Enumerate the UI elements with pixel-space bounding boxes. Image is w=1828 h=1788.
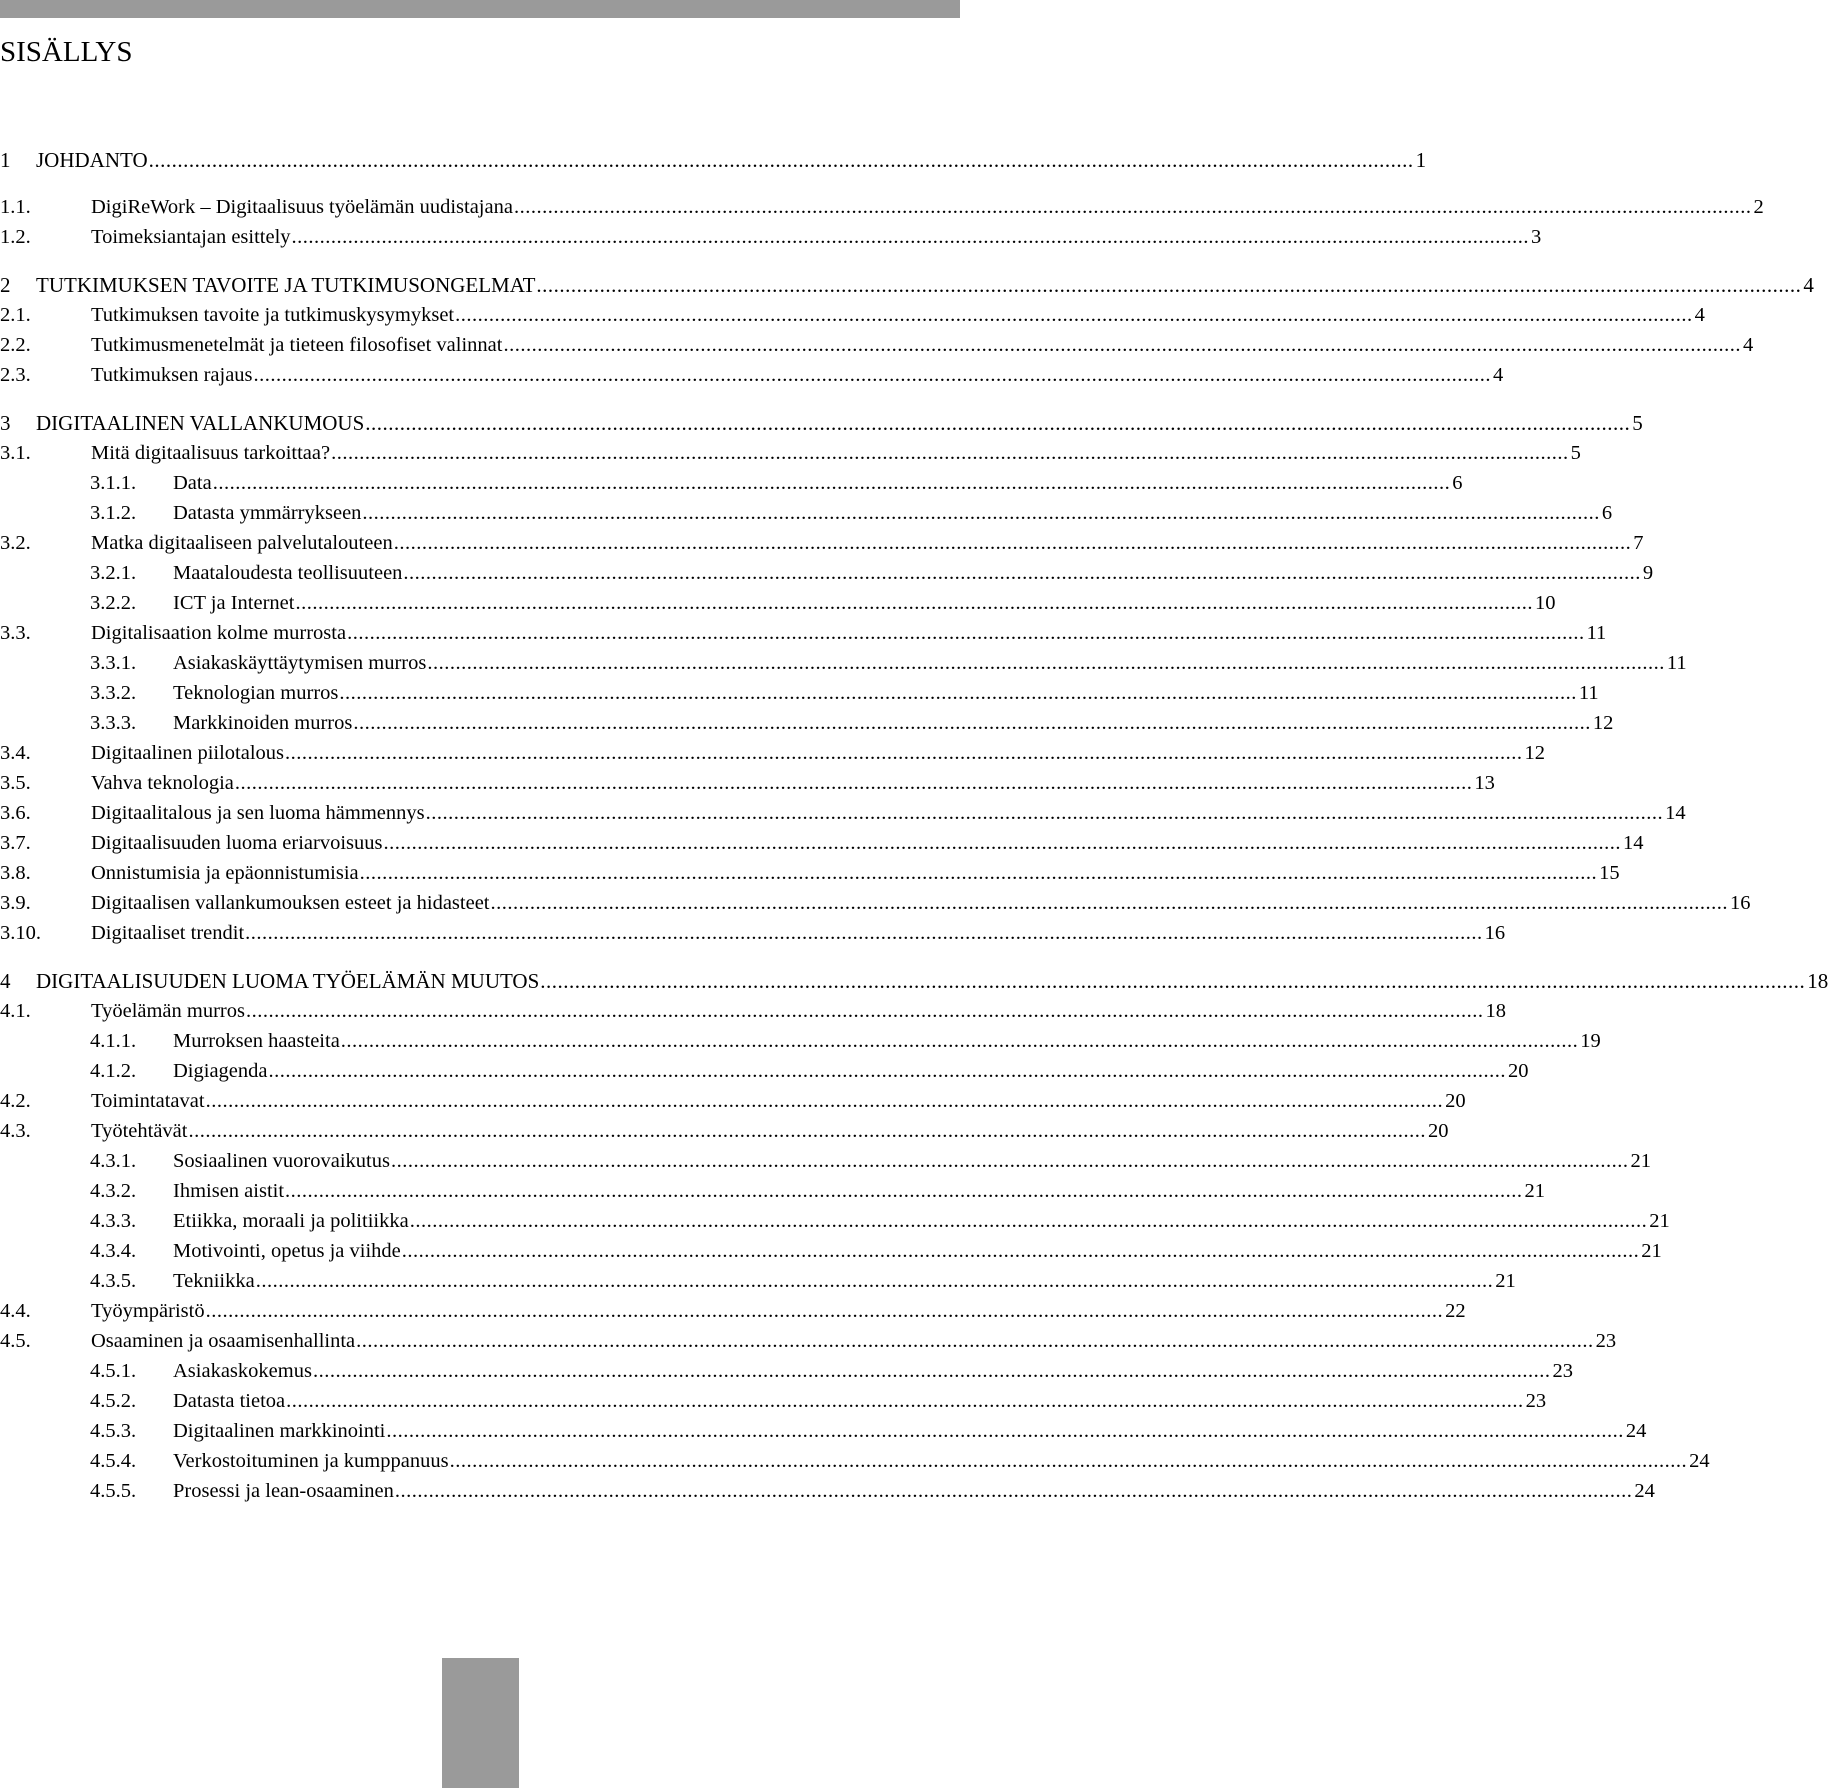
toc-entry-title: DIGITAALINEN VALLANKUMOUS bbox=[36, 411, 365, 435]
toc-dot-leader: ............................................................................................................................................................................................................................ bbox=[268, 1060, 1506, 1082]
toc-entry-page: 16 bbox=[1730, 892, 1751, 914]
toc-entry[interactable] bbox=[0, 438, 1581, 468]
toc-entry-title: DIGITAALISUUDEN LUOMA TYÖELÄMÄN MUUTOS bbox=[36, 969, 540, 993]
toc-entry-title: Data bbox=[173, 472, 212, 494]
toc-dot-leader: ............................................................................................................................................................................................................................ bbox=[386, 1420, 1624, 1442]
toc-entry-title: Teknologian murros bbox=[173, 682, 339, 704]
toc-dot-leader: ............................................................................................................................................................................................................................ bbox=[393, 532, 1632, 554]
toc-dot-leader: ............................................................................................................................................................................................................................ bbox=[285, 1180, 1523, 1202]
toc-entry[interactable] bbox=[0, 192, 1764, 222]
toc-dot-leader: ............................................................................................................................................................................................................................ bbox=[295, 592, 1533, 614]
toc-entry-number: 4.3.4. bbox=[90, 1240, 137, 1262]
toc-entry[interactable] bbox=[90, 678, 1599, 708]
toc-entry-title: Tutkimuksen rajaus bbox=[91, 364, 253, 386]
toc-entry-number: 2 bbox=[0, 273, 11, 297]
toc-entry-title: Datasta ymmärrykseen bbox=[173, 502, 362, 524]
toc-dot-leader: ............................................................................................................................................................................................................................ bbox=[356, 1330, 1594, 1352]
toc-entry-page: 13 bbox=[1474, 772, 1495, 794]
toc-entry[interactable] bbox=[0, 996, 1506, 1026]
toc-dot-leader: ............................................................................................................................................................................................................................ bbox=[188, 1120, 1426, 1142]
toc-entry-title: Asiakaskäyttäytymisen murros bbox=[173, 652, 427, 674]
toc-dot-leader: ............................................................................................................................................................................................................................ bbox=[390, 1150, 1629, 1172]
toc-title: SISÄLLYS bbox=[0, 36, 133, 68]
toc-entry-number: 3.1.2. bbox=[90, 502, 137, 524]
toc-dot-leader: ............................................................................................................................................................................................................................ bbox=[285, 742, 1523, 764]
toc-dot-leader: ............................................................................................................................................................................................................................ bbox=[383, 832, 1621, 854]
toc-entry-title: Sosiaalinen vuorovaikutus bbox=[173, 1150, 390, 1172]
top-rule bbox=[0, 0, 960, 18]
toc-entry-title: Motivointi, opetus ja viihde bbox=[173, 1240, 401, 1262]
toc-entry-page: 18 bbox=[1485, 1000, 1506, 1022]
toc-dot-leader: ............................................................................................................................................................................................................................ bbox=[347, 622, 1585, 644]
toc-entry[interactable] bbox=[0, 858, 1620, 888]
toc-entry-number: 1.1. bbox=[0, 196, 31, 218]
toc-entry-page: 7 bbox=[1633, 532, 1644, 554]
toc-entry-title: TUTKIMUKSEN TAVOITE JA TUTKIMUSONGELMAT bbox=[36, 273, 536, 297]
toc-entry-number: 3.5. bbox=[0, 772, 31, 794]
toc-dot-leader: ............................................................................................................................................................................................................................ bbox=[362, 502, 1600, 524]
toc-entry-page: 3 bbox=[1531, 226, 1542, 248]
toc-entry[interactable] bbox=[0, 966, 1828, 996]
toc-entry-page: 16 bbox=[1484, 922, 1506, 944]
toc-entry-page: 23 bbox=[1552, 1360, 1573, 1382]
toc-dot-leader: ............................................................................................................................................................................................................................ bbox=[148, 148, 1414, 172]
toc-entry-title: Digiagenda bbox=[173, 1060, 268, 1082]
toc-entry[interactable] bbox=[0, 618, 1607, 648]
toc-entry[interactable] bbox=[0, 768, 1495, 798]
toc-entry-page: 23 bbox=[1525, 1390, 1547, 1412]
toc-entry-title: Vahva teknologia bbox=[91, 772, 234, 794]
toc-entry-page: 6 bbox=[1601, 502, 1613, 524]
toc-entry[interactable] bbox=[90, 468, 1463, 498]
toc-entry-number: 2.3. bbox=[0, 364, 31, 386]
toc-entry[interactable] bbox=[0, 360, 1504, 390]
toc-dot-leader: ............................................................................................................................................................................................................................ bbox=[245, 922, 1483, 944]
toc-entry[interactable] bbox=[0, 528, 1644, 558]
toc-dot-leader: ............................................................................................................................................................................................................................ bbox=[503, 334, 1741, 356]
toc-entry-title: Asiakaskokemus bbox=[173, 1360, 312, 1382]
toc-dot-leader: ............................................................................................................................................................................................................................ bbox=[540, 969, 1806, 993]
toc-entry-page: 22 bbox=[1445, 1300, 1466, 1322]
toc-entry-number: 1 bbox=[0, 148, 11, 172]
toc-entry-number: 4.5.5. bbox=[90, 1480, 137, 1502]
toc-entry[interactable] bbox=[0, 828, 1644, 858]
toc-entry[interactable] bbox=[0, 1326, 1617, 1356]
toc-entry-title: Toimeksiantajan esittely bbox=[91, 226, 291, 248]
toc-dot-leader: ............................................................................................................................................................................................................................ bbox=[291, 226, 1530, 248]
toc-entry-page: 23 bbox=[1595, 1330, 1617, 1352]
toc-dot-leader: ............................................................................................................................................................................................................................ bbox=[212, 472, 1451, 494]
toc-entry-title: Verkostoituminen ja kumppanuus bbox=[173, 1450, 449, 1472]
toc-entry-page: 6 bbox=[1452, 472, 1463, 494]
toc-entry-number: 1.2. bbox=[0, 226, 31, 248]
toc-entry-title: Markkinoiden murros bbox=[173, 712, 353, 734]
toc-entry[interactable] bbox=[90, 1146, 1651, 1176]
toc-entry-page: 10 bbox=[1534, 592, 1556, 614]
toc-entry[interactable] bbox=[0, 330, 1754, 360]
toc-entry-number: 4.3.1. bbox=[90, 1150, 137, 1172]
toc-entry-number: 4.1. bbox=[0, 1000, 31, 1022]
toc-entry-page: 4 bbox=[1742, 334, 1754, 356]
toc-entry[interactable] bbox=[90, 1266, 1516, 1296]
toc-entry-number: 4.3.3. bbox=[90, 1210, 137, 1232]
toc-entry[interactable] bbox=[0, 408, 1643, 438]
toc-dot-leader: ............................................................................................................................................................................................................................ bbox=[394, 1480, 1633, 1502]
toc-entry-title: Tutkimuksen tavoite ja tutkimuskysymykset bbox=[91, 304, 455, 326]
toc-entry-title: Osaaminen ja osaamisenhallinta bbox=[91, 1330, 356, 1352]
toc-dot-leader: ............................................................................................................................................................................................................................ bbox=[353, 712, 1591, 734]
toc-entry-title: Mitä digitaalisuus tarkoittaa? bbox=[91, 442, 331, 464]
toc-entry[interactable] bbox=[0, 1116, 1449, 1146]
toc-entry-number: 4.5.4. bbox=[90, 1450, 137, 1472]
toc-entry-title: Datasta tietoa bbox=[173, 1390, 286, 1412]
toc-entry[interactable] bbox=[90, 708, 1614, 738]
toc-entry[interactable] bbox=[90, 1356, 1573, 1386]
toc-entry-number: 3.10. bbox=[0, 922, 41, 944]
toc-entry-number: 4.5.3. bbox=[90, 1420, 137, 1442]
toc-entry-page: 18 bbox=[1807, 969, 1828, 993]
toc-dot-leader: ............................................................................................................................................................................................................................ bbox=[401, 1240, 1640, 1262]
toc-entry[interactable] bbox=[0, 1296, 1466, 1326]
toc-entry[interactable] bbox=[0, 1086, 1466, 1116]
toc-entry-page: 2 bbox=[1753, 196, 1764, 218]
toc-entry-number: 4.3.5. bbox=[90, 1270, 137, 1292]
toc-entry-number: 3.3.2. bbox=[90, 682, 137, 704]
toc-dot-leader: ............................................................................................................................................................................................................................ bbox=[253, 364, 1492, 386]
toc-entry-page: 11 bbox=[1666, 652, 1687, 674]
toc-entry-number: 3.2.1. bbox=[90, 562, 137, 584]
toc-entry-number: 2.1. bbox=[0, 304, 31, 326]
toc-entry-title: Murroksen haasteita bbox=[173, 1030, 340, 1052]
toc-entry-number: 3.3. bbox=[0, 622, 31, 644]
toc-entry-title: Ihmisen aistit bbox=[173, 1180, 285, 1202]
toc-entry-page: 5 bbox=[1632, 411, 1643, 435]
toc-entry-title: Matka digitaaliseen palvelutalouteen bbox=[91, 532, 393, 554]
toc-dot-leader: ............................................................................................................................................................................................................................ bbox=[536, 273, 1802, 297]
toc-entry[interactable] bbox=[0, 738, 1546, 768]
toc-entry-number: 3.8. bbox=[0, 862, 31, 884]
toc-entry-number: 4.5.1. bbox=[90, 1360, 137, 1382]
toc-entry-page: 24 bbox=[1625, 1420, 1647, 1442]
toc-entry[interactable] bbox=[90, 558, 1654, 588]
toc-entry-title: Digitaalitalous ja sen luoma hämmennys bbox=[91, 802, 425, 824]
toc-entry-number: 3 bbox=[0, 411, 11, 435]
toc-entry-page: 20 bbox=[1508, 1060, 1529, 1082]
toc-entry-page: 14 bbox=[1623, 832, 1644, 854]
toc-entry-number: 3.7. bbox=[0, 832, 31, 854]
toc-entry-title: Digitaalinen markkinointi bbox=[173, 1420, 386, 1442]
toc-dot-leader: ............................................................................................................................................................................................................................ bbox=[490, 892, 1728, 914]
toc-dot-leader: ............................................................................................................................................................................................................................ bbox=[331, 442, 1569, 464]
toc-entry[interactable] bbox=[0, 888, 1751, 918]
toc-entry-page: 5 bbox=[1570, 442, 1581, 464]
toc-entry-page: 19 bbox=[1580, 1030, 1601, 1052]
toc-dot-leader: ............................................................................................................................................................................................................................ bbox=[359, 862, 1598, 884]
toc-entry-number: 3.3.3. bbox=[90, 712, 137, 734]
toc-entry-title: Prosessi ja lean-osaaminen bbox=[173, 1480, 394, 1502]
toc-entry[interactable] bbox=[90, 1386, 1547, 1416]
toc-entry-title: DigiReWork – Digitaalisuus työelämän uudistajana bbox=[91, 196, 513, 218]
toc-entry-title: Tutkimusmenetelmät ja tieteen filosofiset valinnat bbox=[91, 334, 503, 356]
toc-entry[interactable] bbox=[90, 1236, 1662, 1266]
toc-dot-leader: ............................................................................................................................................................................................................................ bbox=[403, 562, 1641, 584]
toc-entry-title: Digitaaliset trendit bbox=[91, 922, 245, 944]
toc-entry-title: Toimintatavat bbox=[91, 1090, 205, 1112]
toc-entry-page: 21 bbox=[1641, 1240, 1662, 1262]
toc-entry[interactable] bbox=[90, 1476, 1655, 1506]
toc-entry-page: 11 bbox=[1578, 682, 1599, 704]
toc-entry-page: 9 bbox=[1642, 562, 1654, 584]
toc-entry-page: 24 bbox=[1634, 1480, 1655, 1502]
toc-entry-number: 3.2. bbox=[0, 532, 31, 554]
toc-entry-page: 21 bbox=[1524, 1180, 1546, 1202]
toc-entry-title: Digitalisaation kolme murrosta bbox=[91, 622, 347, 644]
toc-entry-title: ICT ja Internet bbox=[173, 592, 295, 614]
toc-entry-title: Etiikka, moraali ja politiikka bbox=[173, 1210, 409, 1232]
toc-entry-page: 12 bbox=[1592, 712, 1614, 734]
toc-entry[interactable] bbox=[90, 588, 1556, 618]
toc-entry-page: 11 bbox=[1586, 622, 1607, 644]
toc-entry-page: 12 bbox=[1524, 742, 1546, 764]
toc-entry-number: 3.2.2. bbox=[90, 592, 137, 614]
toc-entry-number: 4.5.2. bbox=[90, 1390, 137, 1412]
toc-dot-leader: ............................................................................................................................................................................................................................ bbox=[449, 1450, 1688, 1472]
toc-entry-page: 4 bbox=[1803, 273, 1814, 297]
toc-entry-title: Työympäristö bbox=[91, 1300, 205, 1322]
toc-entry-page: 4 bbox=[1694, 304, 1705, 326]
toc-entry-title: JOHDANTO bbox=[36, 148, 148, 172]
toc-entry-page: 4 bbox=[1493, 364, 1504, 386]
toc-dot-leader: ............................................................................................................................................................................................................................ bbox=[286, 1390, 1524, 1412]
toc-entry-page: 20 bbox=[1427, 1120, 1449, 1142]
toc-entry-number: 3.1.1. bbox=[90, 472, 137, 494]
toc-entry-number: 4.4. bbox=[0, 1300, 31, 1322]
toc-entry-page: 21 bbox=[1495, 1270, 1516, 1292]
toc-dot-leader: ............................................................................................................................................................................................................................ bbox=[205, 1090, 1444, 1112]
toc-entry-page: 1 bbox=[1415, 148, 1427, 172]
toc-dot-leader: ............................................................................................................................................................................................................................ bbox=[409, 1210, 1648, 1232]
toc-entry-number: 2.2. bbox=[0, 334, 31, 356]
toc-entry[interactable] bbox=[90, 1446, 1710, 1476]
toc-entry-page: 15 bbox=[1599, 862, 1620, 884]
toc-entry-number: 4.1.2. bbox=[90, 1060, 137, 1082]
toc-entry-title: Tekniikka bbox=[173, 1270, 255, 1292]
toc-entry[interactable] bbox=[0, 300, 1705, 330]
toc-entry[interactable] bbox=[90, 648, 1687, 678]
toc-entry-title: Digitaalinen piilotalous bbox=[91, 742, 285, 764]
toc-entry-number: 3.1. bbox=[0, 442, 31, 464]
toc-entry-title: Työelämän murros bbox=[91, 1000, 245, 1022]
toc-entry-number: 4 bbox=[0, 969, 11, 993]
toc-entry-title: Digitaalisen vallankumouksen esteet ja hidasteet bbox=[91, 892, 490, 914]
toc-dot-leader: ............................................................................................................................................................................................................................ bbox=[513, 196, 1752, 218]
toc-dot-leader: ............................................................................................................................................................................................................................ bbox=[339, 682, 1577, 704]
toc-dot-leader: ............................................................................................................................................................................................................................ bbox=[425, 802, 1664, 824]
toc-entry-page: 20 bbox=[1445, 1090, 1466, 1112]
toc-dot-leader: ............................................................................................................................................................................................................................ bbox=[234, 772, 1473, 794]
toc-dot-leader: ............................................................................................................................................................................................................................ bbox=[245, 1000, 1484, 1022]
toc-entry-page: 24 bbox=[1689, 1450, 1710, 1472]
toc-entry-title: Työtehtävät bbox=[91, 1120, 188, 1142]
toc-entry[interactable] bbox=[0, 270, 1814, 300]
toc-dot-leader: ............................................................................................................................................................................................................................ bbox=[255, 1270, 1494, 1292]
toc-entry[interactable] bbox=[0, 918, 1506, 948]
toc-dot-leader: ............................................................................................................................................................................................................................ bbox=[205, 1300, 1444, 1322]
toc-entry-number: 3.3.1. bbox=[90, 652, 137, 674]
toc-entry[interactable] bbox=[90, 1026, 1601, 1056]
toc-dot-leader: ............................................................................................................................................................................................................................ bbox=[340, 1030, 1579, 1052]
toc-dot-leader: ............................................................................................................................................................................................................................ bbox=[455, 304, 1693, 326]
toc-entry[interactable] bbox=[90, 1206, 1670, 1236]
toc-entry[interactable] bbox=[90, 498, 1613, 528]
toc-entry-number: 4.5. bbox=[0, 1330, 31, 1352]
toc-entry-title: Maataloudesta teollisuuteen bbox=[173, 562, 403, 584]
toc-entry-number: 4.3.2. bbox=[90, 1180, 137, 1202]
toc-entry-page: 21 bbox=[1649, 1210, 1670, 1232]
toc-entry[interactable] bbox=[0, 798, 1686, 828]
toc-entry-number: 4.3. bbox=[0, 1120, 31, 1142]
toc-entry[interactable] bbox=[90, 1176, 1546, 1206]
page-tab bbox=[442, 1658, 519, 1788]
toc-entry[interactable] bbox=[0, 145, 1427, 175]
toc-entry-number: 3.6. bbox=[0, 802, 31, 824]
toc-entry[interactable] bbox=[90, 1056, 1529, 1086]
toc-entry-page: 21 bbox=[1630, 1150, 1651, 1172]
toc-dot-leader: ............................................................................................................................................................................................................................ bbox=[427, 652, 1665, 674]
toc-entry[interactable] bbox=[90, 1416, 1647, 1446]
toc-entry-title: Digitaalisuuden luoma eriarvoisuus bbox=[91, 832, 383, 854]
toc-entry[interactable] bbox=[0, 222, 1542, 252]
toc-dot-leader: ............................................................................................................................................................................................................................ bbox=[312, 1360, 1551, 1382]
toc-entry-number: 3.4. bbox=[0, 742, 31, 764]
toc-entry-number: 3.9. bbox=[0, 892, 31, 914]
toc-entry-number: 4.2. bbox=[0, 1090, 31, 1112]
toc-entry-title: Onnistumisia ja epäonnistumisia bbox=[91, 862, 359, 884]
toc-entry-number: 4.1.1. bbox=[90, 1030, 137, 1052]
toc-dot-leader: ............................................................................................................................................................................................................................ bbox=[365, 411, 1631, 435]
toc-entry-page: 14 bbox=[1665, 802, 1686, 824]
